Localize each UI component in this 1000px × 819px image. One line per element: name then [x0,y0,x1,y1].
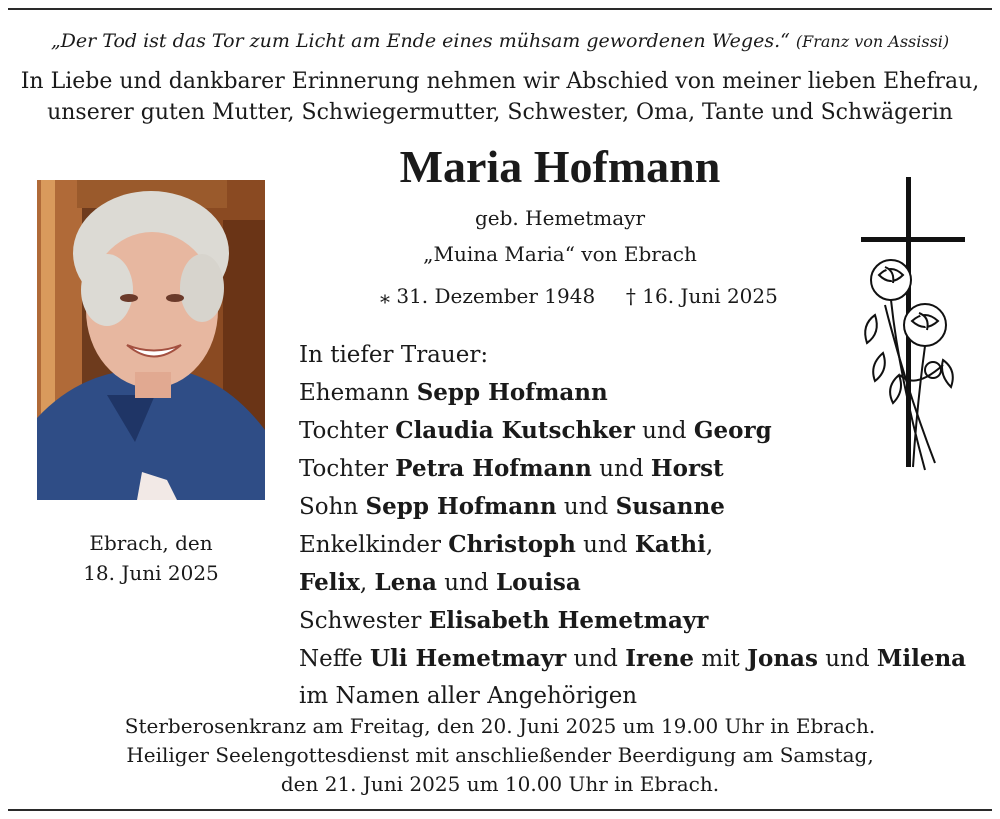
mourner-name: Felix [299,569,360,596]
mourner-relation: und [575,532,635,558]
mourner-relation: Tochter [299,456,396,482]
quote [0,30,1000,52]
mourners-closing: im Namen aller Angehörigen [299,683,638,709]
quote-text: „Der Tod ist das Tor zum Licht am Ende eines mühsam gewordenen Weges.“ [50,30,790,52]
mourner-name: Milena [876,645,967,672]
mourner-line [299,526,966,564]
mourners-heading: In tiefer Trauer: [299,342,489,368]
mourner-name: Petra Hofmann [395,455,592,482]
mourner-relation: , [359,570,375,596]
place: Ebrach, den [89,531,213,555]
mourner-line [299,564,966,602]
mourner-relation: , [705,532,714,558]
mourner-name: Louisa [495,569,581,596]
footer-line: Heiliger Seelengottesdienst mit anschließender Beerdigung am Samstag, [126,743,874,767]
quote-author: (Franz von Assissi) [795,32,950,51]
mourner-name: Georg [693,417,772,444]
mourner-relation: Ehemann [299,380,417,406]
footer-line: den 21. Juni 2025 um 10.00 Uhr in Ebrach. [280,772,720,796]
mourner-relation: Schwester [299,608,429,634]
life-dates [380,284,778,308]
mourner-relation: Neffe [299,646,370,672]
mourner-name: Sepp Hofmann [416,379,608,406]
intro-line: unserer guten Mutter, Schwiegermutter, Schwester, Oma, Tante und Schwägerin [47,100,953,125]
cross-with-roses-icon [855,175,970,480]
mourner-name: Uli Hemetmayr [370,645,567,672]
intro-line: In Liebe und dankbarer Erinnerung nehmen wir Abschied von meiner lieben Ehefrau, [20,69,980,94]
mourner-name: Kathi [634,531,706,558]
mourner-relation: Enkelkinder [299,532,449,558]
place-date [37,528,265,588]
mourner-name: Jonas [747,645,818,672]
mourner-relation: und [591,456,651,482]
nickname: „Muina Maria“ von Ebrach [423,242,697,266]
birth-date: ⁎ 31. Dezember 1948 [380,284,596,308]
mourner-relation: Sohn [299,494,366,520]
mourner-name: Elisabeth Hemetmayr [428,607,709,634]
mourner-name: Claudia Kutschker [395,417,635,444]
mourner-relation: und [817,646,877,672]
mourner-line [299,640,966,678]
mourner-relation: Tochter [299,418,396,444]
mourner-name: Horst [650,455,724,482]
mourner-name: Sepp Hofmann [365,493,557,520]
mourner-name: Susanne [615,493,725,520]
mourner-relation: und [556,494,616,520]
mourner-line [299,488,966,526]
intro-text [0,66,1000,128]
footer-info [0,712,1000,799]
mourner-line [299,602,966,640]
mourner-relation: und [436,570,496,596]
mourner-name: Christoph [448,531,576,558]
mourner-relation: mit [694,646,748,672]
mourner-relation: und [566,646,626,672]
mourner-relation: und [634,418,694,444]
mourner-name: Lena [374,569,437,596]
death-date: † 16. Juni 2025 [625,284,778,308]
deceased-name: Maria Hofmann [399,141,721,192]
notice-date: 18. Juni 2025 [83,561,219,585]
maiden-name: geb. Hemetmayr [474,206,646,230]
portrait-photo [37,180,265,500]
mourner-name: Irene [625,645,695,672]
footer-line: Sterberosenkranz am Freitag, den 20. Juni 2025 um 19.00 Uhr in Ebrach. [124,714,876,738]
